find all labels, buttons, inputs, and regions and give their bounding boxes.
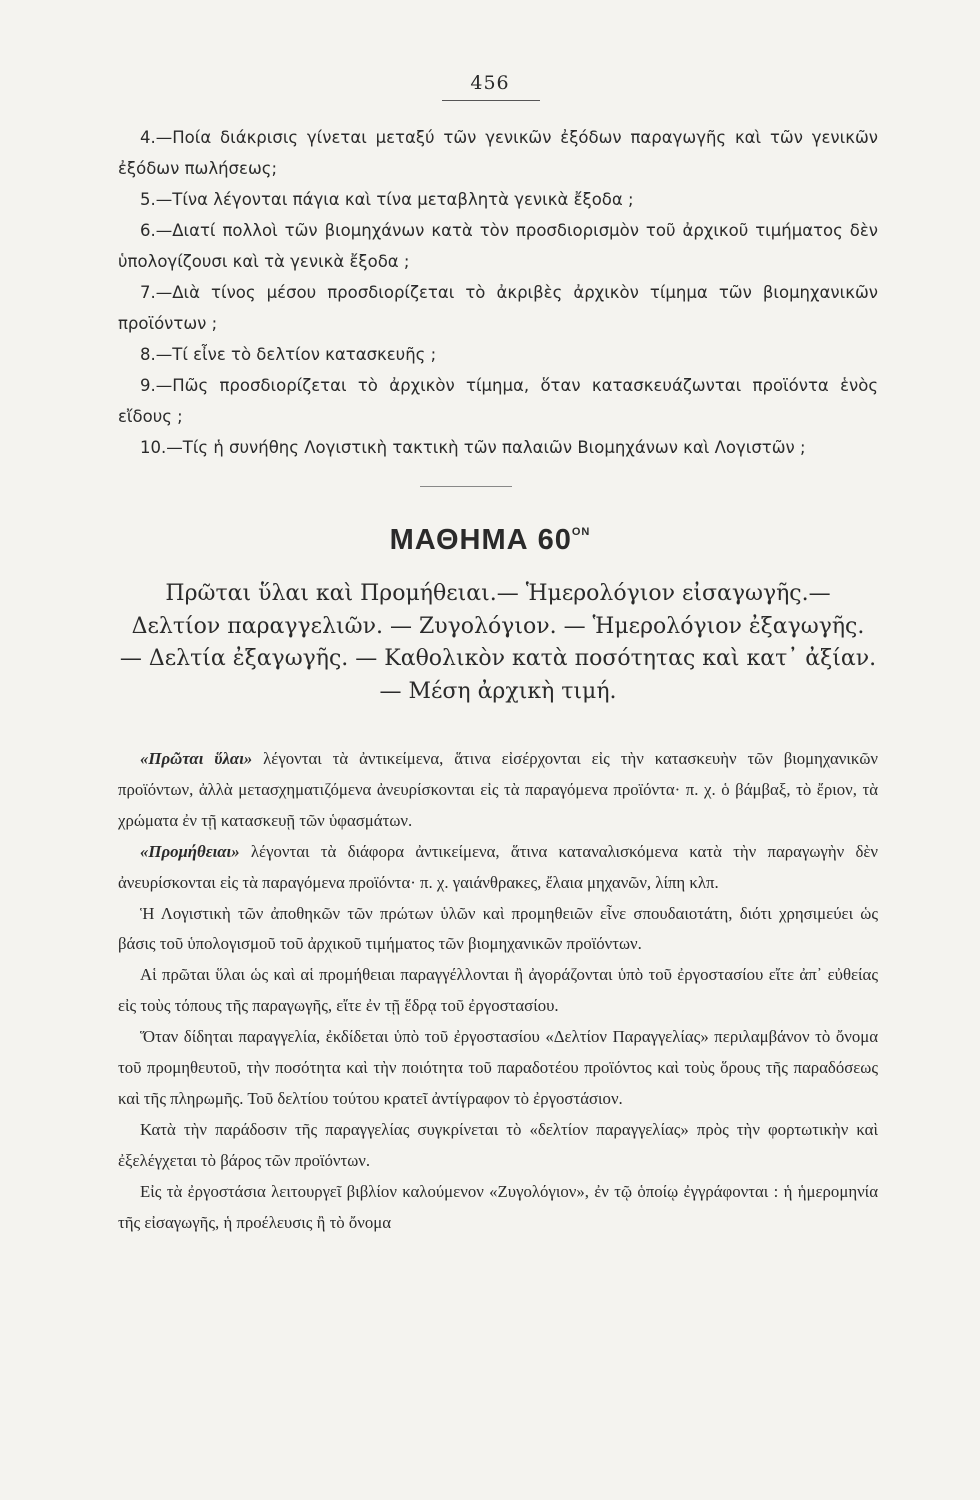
term-supplies: «Προμήθειαι» — [140, 841, 240, 861]
question-item: 10.—Τίς ἡ συνήθης Λογιστικὴ τακτικὴ τῶν παλαιῶν Βιομηχάνων καὶ Λογιστῶν ; — [140, 438, 806, 457]
paragraph — [118, 744, 878, 837]
question-item: 6.—Διατί πολλοὶ τῶν βιομηχάνων κατὰ τὸν προσδιορισμὸν τοῦ ἀρχικοῦ τιμήματος δὲν ὑπολογίζουσι καὶ τὰ γενικὰ ἔξοδα ; — [118, 221, 878, 271]
question-item: 9.—Πῶς προσδιορίζεται τὸ ἀρχικὸν τίμημα, ὅταν κατασκευάζωνται προϊόντα ἑνὸς εἴδους ; — [118, 376, 878, 426]
lesson-title: ΜΑΘΗΜΑ 60 — [389, 524, 572, 556]
term-raw-materials: «Πρῶται ὕλαι» — [140, 749, 253, 768]
paragraph: Αἱ πρῶται ὕλαι ὡς καὶ αἱ προμήθειαι παραγγέλλονται ἢ ἀγοράζονται ὑπὸ τοῦ ἐργοστασίου εἴτε ἀπ᾿ εὐθείας εἰς τοὺς τόπους τῆς παραγωγῆς, εἴτε ἐν τῇ ἕδρᾳ τοῦ ἐργοστασίου. — [118, 965, 878, 1016]
page-number: 456 — [470, 72, 510, 94]
lesson-heading — [0, 524, 980, 557]
paragraph — [118, 837, 878, 899]
body-text — [118, 744, 878, 1239]
question-item: 4.—Ποία διάκρισις γίνεται μεταξύ τῶν γενικῶν ἐξόδων παραγωγῆς καὶ τῶν γενικῶν ἐξόδων πωλήσεως; — [118, 128, 878, 178]
top-divider — [442, 100, 540, 101]
question-item: 5.—Τίνα λέγονται πάγια καὶ τίνα μεταβλητὰ γενικὰ ἔξοδα ; — [140, 190, 634, 209]
paragraph: Ἡ Λογιστικὴ τῶν ἀποθηκῶν τῶν πρώτων ὑλῶν καὶ προμηθειῶν εἶνε σπουδαιοτάτη, διότι χρησιμεύει ὡς βάσις τοῦ ὑπολογισμοῦ τοῦ ἀρχικοῦ τιμήματος τῶν βιομηχανικῶν προϊόντων. — [118, 903, 878, 954]
lesson-topics: Πρῶται ὕλαι καὶ Προμήθειαι.— Ἡμερολόγιον εἰσαγωγῆς.— Δελτίον παραγγελιῶν. — Ζυγολόγιον. — Ἡμερολόγιον ἐξαγωγῆς. — Δελτία ἐξαγωγῆς. — Καθολικὸν κατὰ ποσότητας καὶ κατ᾿ ἀξίαν. — Μέση ἀρχικὴ τιμή. — [119, 581, 877, 704]
section-divider — [420, 486, 512, 487]
paragraph: Ὅταν δίδηται παραγγελία, ἐκδίδεται ὑπὸ τοῦ ἐργοστασίου «Δελτίον Παραγγελίας» περιλαμβάνον τὸ ὄνομα τοῦ προμηθευτοῦ, τὴν ποσότητα καὶ τὴν ποιότητα τοῦ παραδοτέου προϊόντος καὶ τοὺς ὅρους τῆς παραδόσεως καὶ τῆς πληρωμῆς. Τοῦ δελτίου τούτου κρατεῖ ἀντίγραφον τὸ ἐργοστάσιον. — [118, 1027, 878, 1108]
paragraph: Κατὰ τὴν παράδοσιν τῆς παραγγελίας συγκρίνεται τὸ «δελτίον παραγγελίας» πρὸς τὴν φορτωτικὴν καὶ ἐξελέγχεται τὸ βάρος τῶν προϊόντων. — [118, 1119, 878, 1170]
paragraph: Εἰς τὰ ἐργοστάσια λειτουργεῖ βιβλίον καλούμενον «Ζυγολόγιον», ἐν τῷ ὁποίῳ ἐγγράφονται : ἡ ἡμερομηνία τῆς εἰσαγωγῆς, ἡ προέλευσις ἢ τὸ ὄνομα — [118, 1181, 878, 1232]
question-item: 7.—Διὰ τίνος μέσου προσδιορίζεται τὸ ἀκριβὲς ἀρχικὸν τίμημα τῶν βιομηχανικῶν προϊόντων ; — [118, 283, 878, 333]
paragraph-text: λέγονται τὰ ἀντικείμενα, ἅτινα εἰσέρχονται εἰς τὴν κατασκευὴν τῶν βιομηχανικῶν προϊόντων, ἀλλὰ μετασχηματιζόμενα ἀνευρίσκονται εἰς τὰ παραγόμενα προϊόντα· π. χ. ὁ βάμβαξ, τὸ ἔριον, τὰ χρώματα ἐν τῇ κατασκευῇ τῶν ὑφασμάτων. — [118, 749, 878, 830]
paragraph-text: λέγονται τὰ διάφορα ἀντικείμενα, ἅτινα καταναλισκόμενα κατὰ τὴν παραγωγὴν δὲν ἀνευρίσκονται εἰς τὰ παραγόμενα προϊόντα· π. χ. γαιάνθρακες, ἔλαια μηχανῶν, λίπη κλπ. — [118, 841, 878, 892]
question-item: 8.—Τί εἶνε τὸ δελτίον κατασκευῆς ; — [140, 345, 437, 364]
lesson-title-suffix: ΟΝ — [571, 526, 591, 538]
review-questions — [118, 122, 878, 463]
